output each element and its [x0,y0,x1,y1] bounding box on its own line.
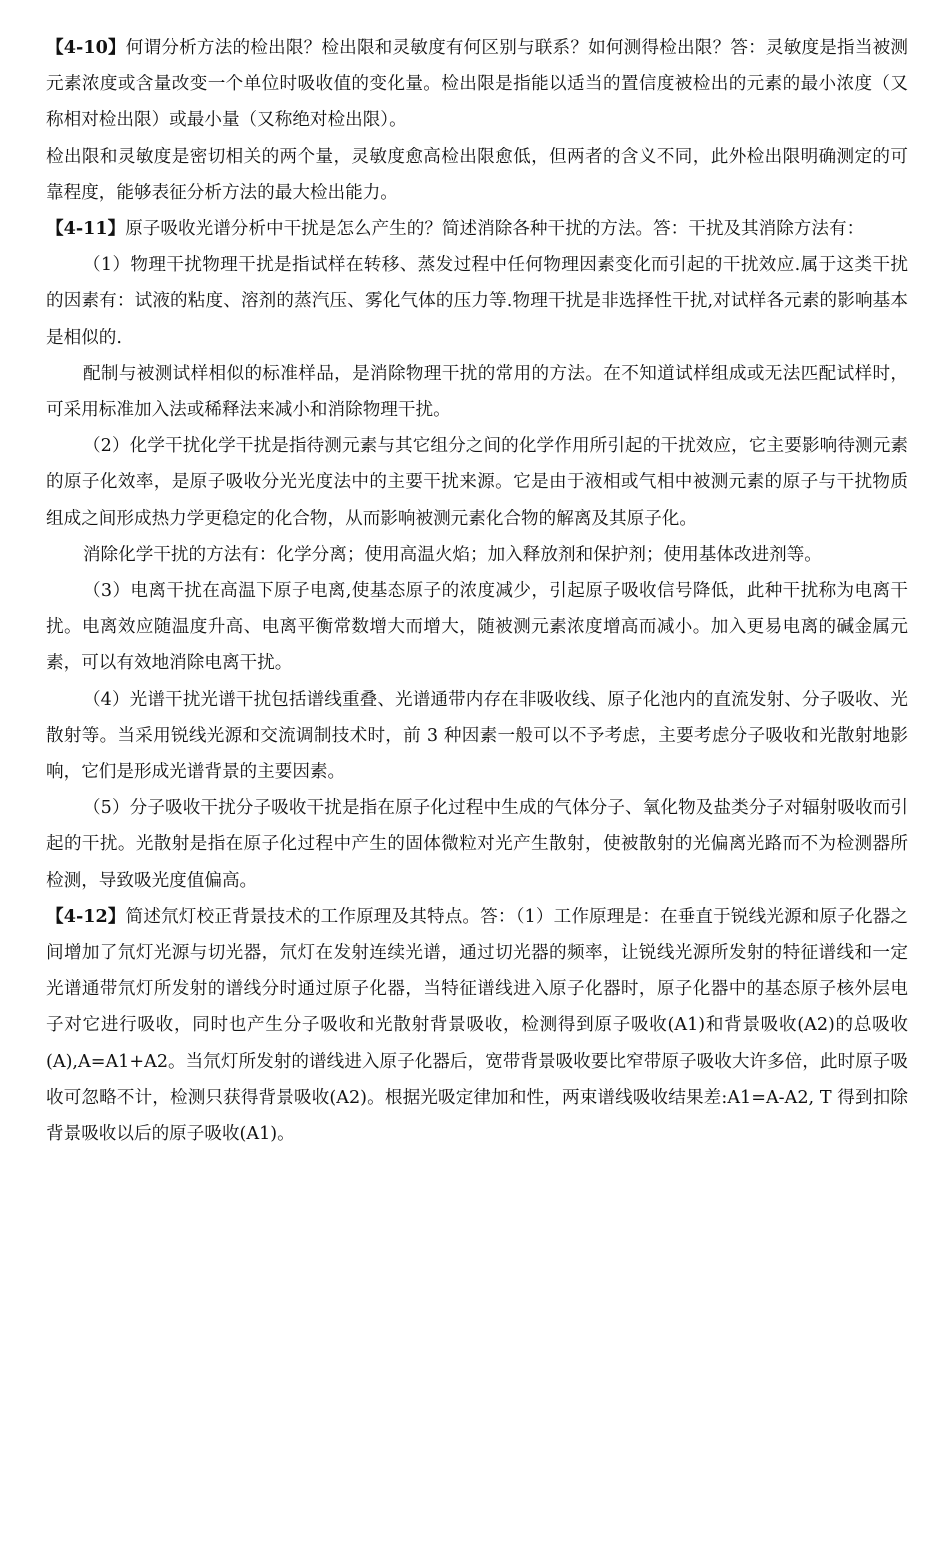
chemical-interference-paragraph: （2）化学干扰化学干扰是指待测元素与其它组分之间的化学作用所引起的干扰效应，它主要影响待测元素的原子化效率，是原子吸收分光光度法中的主要干扰来源。它是由于液相或气相中被测元素的原子与干扰物质组成之间形成热力学更稳定的化合物，从而影响被测元素化合物的解离及其原子化。 [46,436,908,529]
physical-interference-paragraph: （1）物理干扰物理干扰是指试样在转移、蒸发过程中任何物理因素变化而引起的干扰效应.属于这类干扰的因素有：试液的粘度、溶剂的蒸汽压、雾化气体的压力等.物理干扰是非选择性干扰,对试样各元素的影响基本是相似的. [46,255,908,348]
question-4-12-paragraph [46,899,908,1152]
molecular-absorption-interference-paragraph: （5）分子吸收干扰分子吸收干扰是指在原子化过程中生成的气体分子、氧化物及盐类分子对辐射吸收而引起的干扰。光散射是指在原子化过程中产生的固体微粒对光产生散射，使被散射的光偏离光路而不为检测器所检测，导致吸光度值偏高。 [46,798,908,891]
question-4-11-paragraph [46,211,908,247]
ionization-interference-paragraph: （3）电离干扰在高温下原子电离,使基态原子的浓度减少，引起原子吸收信号降低，此种干扰称为电离干扰。电离效应随温度升高、电离平衡常数增大而增大，随被测元素浓度增高而减小。加入更易电离的碱金属元素，可以有效地消除电离干扰。 [46,581,908,674]
spectral-interference-paragraph: （4）光谱干扰光谱干扰包括谱线重叠、光谱通带内存在非吸收线、原子化池内的直流发射、分子吸收、光散射等。当采用锐线光源和交流调制技术时，前 3 种因素一般可以不予考虑，主要考虑分子吸收和光散射地影响，它们是形成光谱背景的主要因素。 [46,689,908,783]
physical-interference-remedy-paragraph: 配制与被测试样相似的标准样品，是消除物理干扰的常用的方法。在不知道试样组成或无法匹配试样时，可采用标准加入法或稀释法来减小和消除物理干扰。 [46,363,908,421]
question-text: 原子吸收光谱分析中干扰是怎么产生的？简述消除各种干扰的方法。答：干扰及其消除方法有： [125,219,865,240]
question-4-10-paragraph [46,30,908,139]
question-number: 【4-10】 [46,37,126,58]
document-page [46,30,908,1152]
question-text: 何谓分析方法的检出限？检出限和灵敏度有何区别与联系？如何测得检出限？答：灵敏度是指当被测元素浓度或含量改变一个单位时吸收值的变化量。检出限是指能以适当的置信度被检出的元素的最小浓度（又称相对检出限）或最小量（又称绝对检出限）。 [46,38,908,131]
question-text: 简述氘灯校正背景技术的工作原理及其特点。答：（1）工作原理是：在垂直于锐线光源和原子化器之间增加了氘灯光源与切光器，氘灯在发射连续光谱，通过切光器的频率，让锐线光源所发射的特征谱线和一定光谱通带氘灯所发射的谱线分时通过原子化器，当特征谱线进入原子化器时，原子化器中的基态原子核外层电子对它进行吸收，同时也产生分子吸收和光散射背景吸收，检测得到原子吸收(A1)和背景吸收(A2)的总吸收(A),A=A1+A2。当氘灯所发射的谱线进入原子化器后，宽带背景吸收要比窄带原子吸收大许多倍，此时原子吸收可忽略不计，检测只获得背景吸收(A2)。根据光吸定律加和性，两束谱线吸收结果差:A1=A-A2, T 得到扣除背景吸收以后的原子吸收(A1)。 [46,906,908,1145]
question-number: 【4-12】 [46,905,126,927]
question-4-10-paragraph-2: 检出限和灵敏度是密切相关的两个量，灵敏度愈高检出限愈低，但两者的含义不同，此外检出限明确测定的可靠程度，能够表征分析方法的最大检出能力。 [46,146,908,203]
question-number: 【4-11】 [46,218,126,240]
chemical-interference-remedy-paragraph: 消除化学干扰的方法有：化学分离；使用高温火焰；加入释放剂和保护剂；使用基体改进剂等。 [82,544,822,565]
